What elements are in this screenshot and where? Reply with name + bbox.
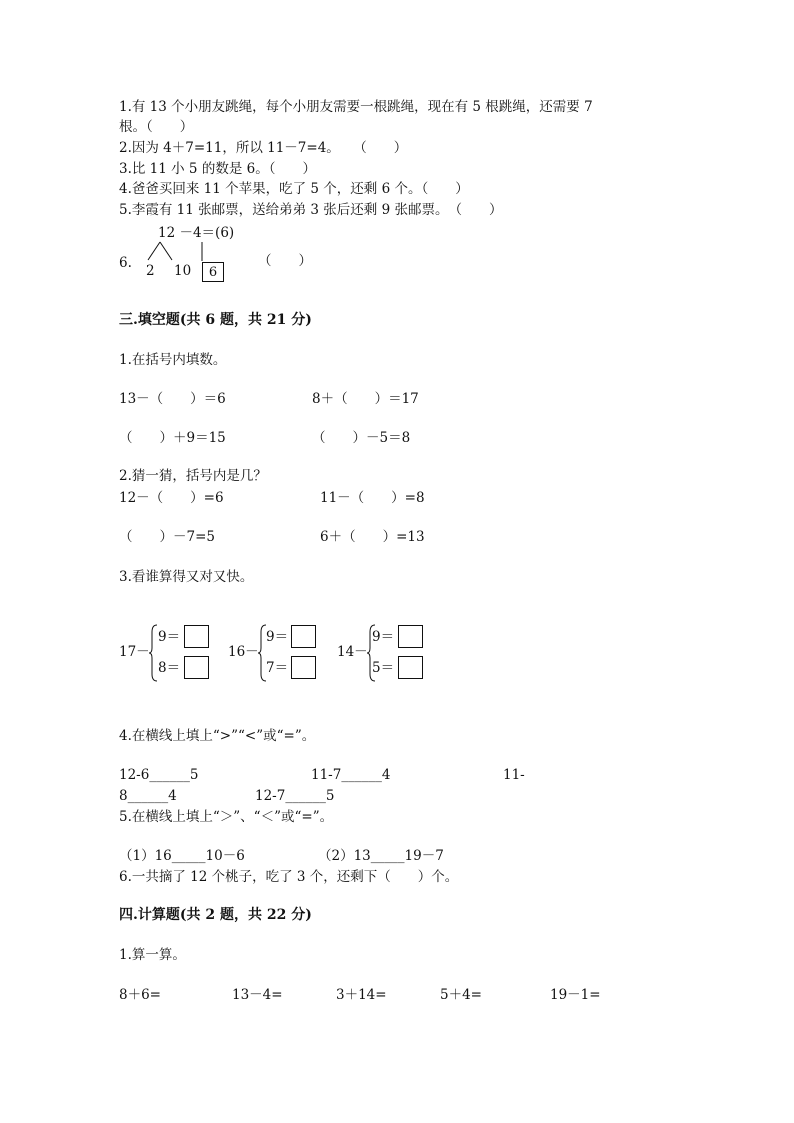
- answer-box[interactable]: [398, 625, 423, 648]
- s3-q3-g3-minuend: 14－: [337, 644, 368, 660]
- s4-item: 5＋4=: [440, 987, 482, 1003]
- s3-q2-title: 2.猜一猜，括号内是几？: [119, 468, 267, 484]
- s3-q2-a: 12－（ ）=6: [119, 490, 224, 506]
- s3-q3-g2-minuend: 16－: [228, 644, 259, 660]
- s3-q4-title: 4.在横线上填上“>”“<”或“=”。: [119, 728, 316, 744]
- s3-q4-b: 11-7______4: [311, 767, 391, 783]
- s3-q5-title: 5.在横线上填上“＞”、“＜”或“=”。: [119, 809, 334, 825]
- s3-q6: 6.一共摘了 12 个桃子，吃了 3 个，还剩下（ ）个。: [119, 869, 459, 885]
- s4-item: 13－4=: [232, 987, 283, 1003]
- s3-q3-g1-minuend: 17－: [119, 644, 150, 660]
- s3-q1-c: （ ）＋9＝15: [119, 430, 226, 446]
- section4-title: 四.计算题(共 2 题，共 22 分): [119, 907, 312, 923]
- answer-box[interactable]: [184, 625, 209, 648]
- s3-q3-g1-bottom: 8＝: [158, 660, 181, 676]
- answer-box[interactable]: [398, 656, 423, 679]
- section3-title: 三.填空题(共 6 题，共 21 分): [119, 312, 312, 328]
- judge-q3: 3.比 11 小 5 的数是 6。（ ）: [119, 161, 316, 177]
- s3-q2-d: 6＋（ ）=13: [320, 529, 425, 545]
- judge-q6-number: 6.: [119, 255, 132, 271]
- s3-q1-d: （ ）－5＝8: [312, 430, 411, 446]
- s3-q3-g3-bottom: 5＝: [372, 660, 395, 676]
- s3-q5-b: （2）13_____19－7: [318, 848, 444, 864]
- judge-q6-paren: （ ）: [258, 253, 312, 269]
- judge-q1-line1: 1.有 13 个小朋友跳绳，每个小朋友需要一根跳绳，现在有 5 根跳绳，还需要 7: [119, 99, 593, 115]
- s4-q1-title: 1.算一算。: [119, 947, 186, 963]
- judge-q6-expression: 12 －4＝(6): [158, 225, 235, 241]
- answer-box[interactable]: [291, 625, 316, 648]
- judge-q5: 5.李霞有 11 张邮票，送给弟弟 3 张后还剩 9 张邮票。 （ ）: [119, 202, 503, 218]
- s3-q4-e: 12-7______5: [255, 788, 335, 804]
- s4-item: 8＋6=: [119, 987, 161, 1003]
- judge-q6-right-part: 10: [174, 263, 192, 279]
- answer-box[interactable]: [291, 656, 316, 679]
- s3-q3-g2-top: 9＝: [266, 629, 289, 645]
- s3-q4-c: 11-: [503, 767, 525, 783]
- s3-q4-d: 8______4: [119, 788, 177, 804]
- s3-q4-a: 12-6______5: [119, 767, 199, 783]
- s3-q2-c: （ ）－7=5: [119, 529, 215, 545]
- s3-q3-g2-bottom: 7＝: [266, 660, 289, 676]
- s3-q1-b: 8＋（ ）＝17: [312, 391, 419, 407]
- s3-q2-b: 11－（ ）=8: [320, 490, 425, 506]
- s4-item: 19－1=: [550, 987, 601, 1003]
- answer-box[interactable]: [184, 656, 209, 679]
- s3-q1-title: 1.在括号内填数。: [119, 352, 227, 368]
- s3-q1-a: 13－（ ）＝6: [119, 391, 226, 407]
- s3-q3-g3-top: 9＝: [372, 629, 395, 645]
- s3-q3-g1-top: 9＝: [158, 629, 181, 645]
- judge-q2: 2.因为 4＋7=11，所以 11－7=4。 （ ）: [119, 140, 408, 156]
- judge-q1-line2: 根。（ ）: [119, 119, 194, 135]
- s3-q5-a: （1）16_____10－6: [119, 848, 245, 864]
- judge-q4: 4.爸爸买回来 11 个苹果，吃了 5 个，还剩 6 个。（ ）: [119, 181, 469, 197]
- decomposition-lines: [140, 240, 210, 262]
- brace-icon: [148, 624, 158, 682]
- s4-item: 3＋14=: [336, 987, 387, 1003]
- judge-q6-left-part: 2: [146, 263, 155, 279]
- judge-q6-box: 6: [202, 262, 224, 282]
- s3-q3-title: 3.看谁算得又对又快。: [119, 569, 254, 585]
